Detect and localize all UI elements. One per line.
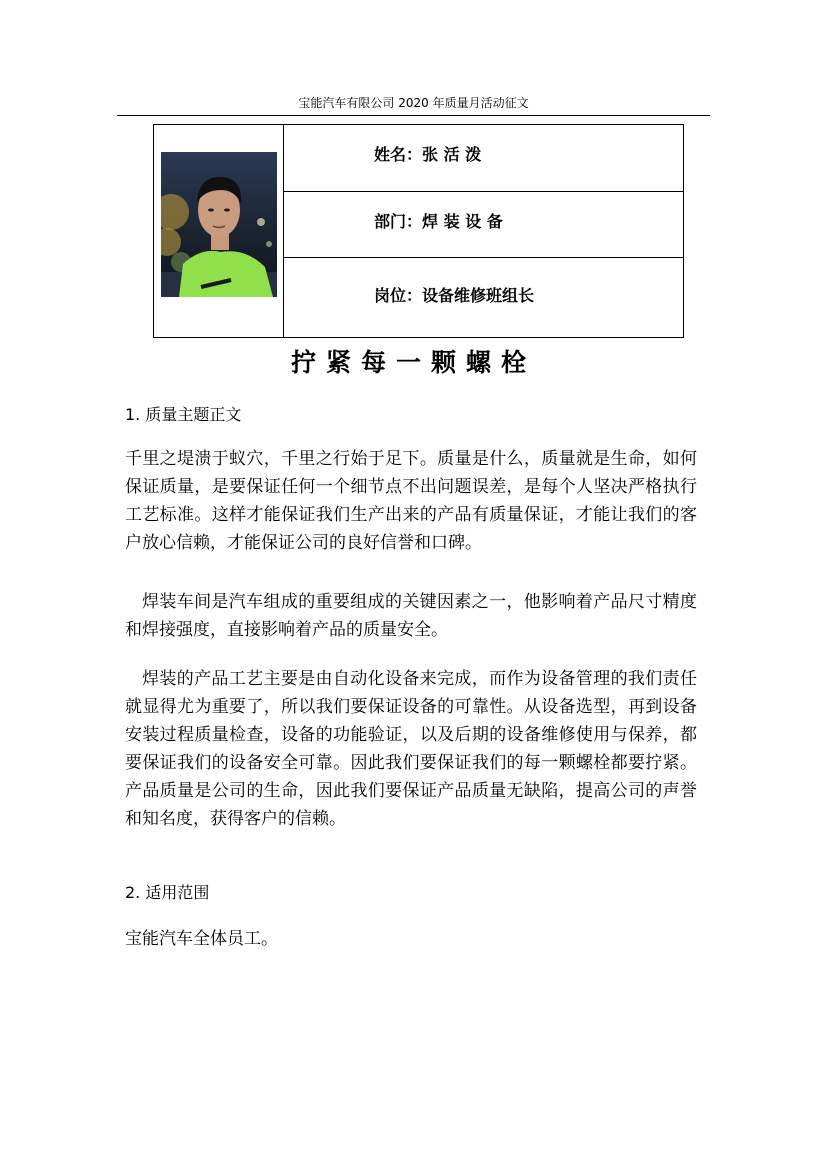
paragraph-2: 焊装车间是汽车组成的重要组成的关键因素之一，他影响着产品尺寸精度和焊接强度，直接影响着产品的质量安全。: [125, 592, 697, 640]
department-row: [283, 192, 683, 258]
portrait-photo: [161, 152, 277, 297]
paragraph-3: 焊装的产品工艺主要是由自动化设备来完成，而作为设备管理的我们责任就显得尤为重要了，所以我们要保证设备的可靠性。从设备选型，再到设备安装过程质量检查，设备的功能验证，以及后期的设备维修使用与保养，都要保证我们的设备安全可靠。因此我们要保证我们的每一颗螺栓都要拧紧。产品质量是公司的生命，因此我们要保证产品质量无缺陷，提高公司的声誉和知名度，获得客户的信赖。: [125, 669, 697, 829]
paragraph-4: 宝能汽车全体员工。: [125, 929, 278, 949]
photo-cell: [154, 125, 284, 337]
name-field: 姓名：张 活 泼: [374, 145, 482, 164]
portrait-image: [161, 152, 277, 297]
section-heading-1: 1. 质量主题正文: [125, 405, 242, 424]
paragraph-1: 千里之堤溃于蚁穴，千里之行始于足下。质量是什么，质量就是生命，如何保证质量，是要保证任何一个细节点不出问题误差，是每个人坚决严格执行工艺标准。这样才能保证我们生产出来的产品有质量保证，才能让我们的客户放心信赖，才能保证公司的良好信誉和口碑。: [125, 449, 697, 553]
section-heading-2: 2. 适用范围: [125, 883, 210, 902]
name-row: [283, 125, 683, 192]
info-table: [153, 124, 684, 338]
department-field: 部门：焊 装 设 备: [374, 212, 503, 231]
position-field: 岗位：设备维修班组长: [374, 286, 535, 305]
info-rows: [283, 125, 683, 337]
page-header: 宝能汽车有限公司 2020 年质量月活动征文: [117, 94, 710, 116]
position-row: [283, 258, 683, 337]
essay-title: 拧紧每一颗螺栓: [290, 348, 536, 377]
